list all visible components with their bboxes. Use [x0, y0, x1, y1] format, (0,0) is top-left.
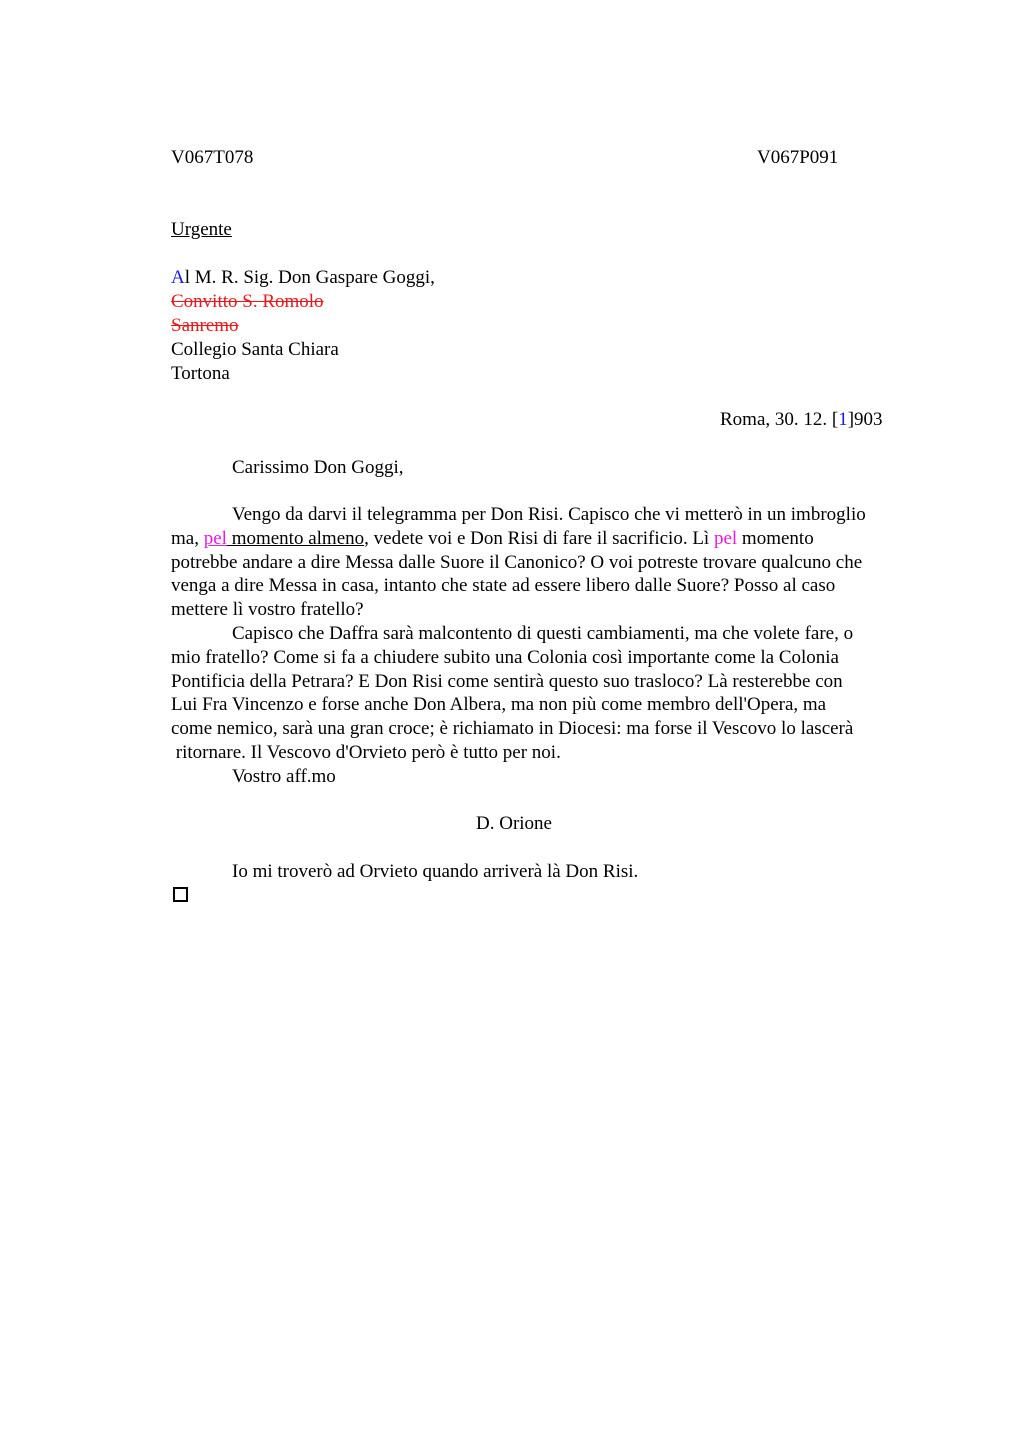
closing: Vostro aff.mo	[232, 765, 336, 787]
salutation: Carissimo Don Goggi,	[232, 457, 404, 478]
address-line-4: Collegio Santa Chiara	[171, 339, 339, 360]
document-code-right: V067P091	[757, 147, 839, 168]
paragraph-1: Vengo da darvi il telegramma per Don Risi. Capisco che vi metterò in un imbroglio ma, pel momento almeno, vedete voi e Don Risi di fare il sacrificio. Lì pel momento potrebbe andare a dire Messa dalle Suore il Canonico? O voi potreste trovare qualcuno che venga a dire Messa in casa, intanto che state ad essere libero dalle Suore? Posso al caso mettere lì vostro fratello?	[171, 504, 866, 621]
highlight-pel-2: pel	[713, 527, 738, 549]
address-recipient: l M. R. Sig. Don Gaspare Goggi,	[184, 267, 435, 288]
address-line-5: Tortona	[171, 363, 230, 384]
signature: D. Orione	[476, 813, 552, 834]
address-line-1	[171, 266, 435, 290]
underlined-phrase: momento almeno	[226, 527, 365, 549]
end-marker-box-icon	[173, 887, 188, 902]
address-struck-line-2: Sanremo	[171, 315, 239, 336]
postscript: Io mi troverò ad Orvieto quando arriverà là Don Risi.	[232, 861, 639, 882]
address-struck-line-1: Convitto S. Romolo	[171, 291, 324, 312]
letter-body	[171, 503, 931, 789]
date-inserted-digit: 1	[838, 409, 848, 430]
address-block	[171, 266, 435, 386]
paragraph-2: Capisco che Daffra sarà malcontento di questi cambiamenti, ma che volete fare, o mio fratello? Come si fa a chiudere subito una Colonia così importante come la Colonia Pontificia della Petrara? E Don Risi come sentirà questo suo trasloco? Là resterebbe con Lui Fra Vincenzo e forse anche Don Albera, ma non più come membro dell'Opera, ma come nemico, sarà una gran croce; è richiamato in Diocesi: ma forse il Vescovo lo lascerà ritornare. Il Vescovo d'Orvieto però è tutto per noi.	[171, 622, 854, 763]
address-initial-correction: A	[171, 267, 185, 288]
letter-date: Roma, 30. 12. [1]903	[720, 409, 883, 430]
document-code-left: V067T078	[171, 147, 254, 168]
urgent-label: Urgente	[171, 219, 232, 240]
highlight-pel-1: pel	[203, 527, 227, 549]
